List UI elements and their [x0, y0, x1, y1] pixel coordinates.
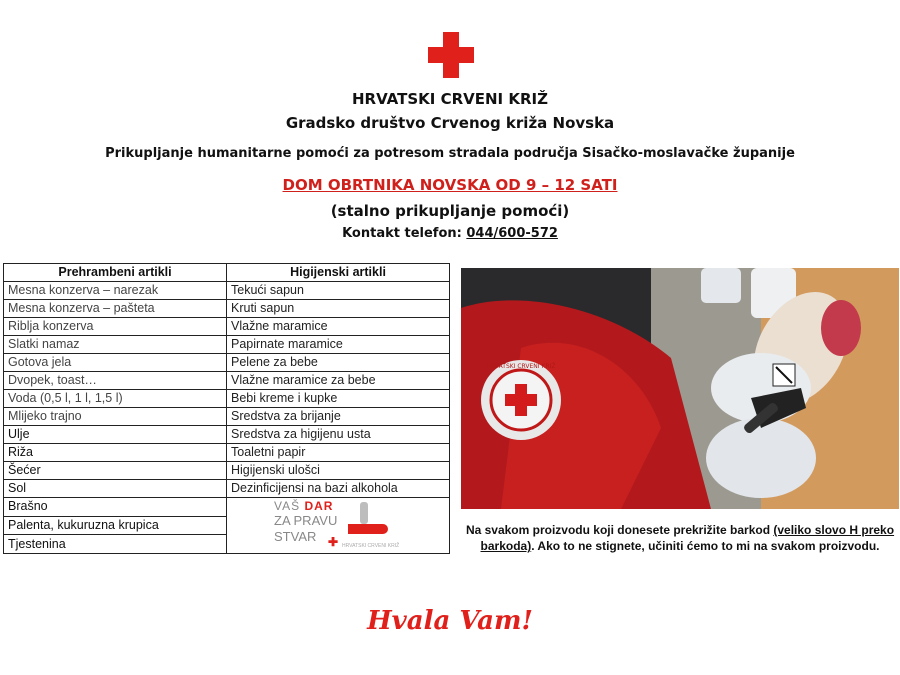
volunteer-photo — [461, 268, 899, 509]
food-item: Mesna konzerva – narezak — [4, 282, 227, 300]
hygiene-item: Sredstva za higijenu usta — [227, 426, 450, 444]
location-time: DOM OBRTNIKA NOVSKA OD 9 – 12 SATI — [282, 176, 618, 194]
food-item: Palenta, kukuruzna krupica — [4, 516, 227, 535]
food-item: Ulje — [4, 426, 227, 444]
contact-label: Kontakt telefon: — [342, 226, 462, 241]
hygiene-item: Sredstva za brijanje — [227, 408, 450, 426]
items-table — [3, 263, 450, 554]
food-item: Dvopek, toast… — [4, 372, 227, 390]
food-item: Mlijeko trajno — [4, 408, 227, 426]
hygiene-item: Dezinficijensi na bazi alkohola — [227, 480, 450, 498]
branch-name: Gradsko društvo Crvenog križa Novska — [285, 114, 615, 132]
food-item: Voda (0,5 l, 1 l, 1,5 l) — [4, 390, 227, 408]
hygiene-item: Papirnate maramice — [227, 336, 450, 354]
food-item: Riža — [4, 444, 227, 462]
hygiene-header: Higijenski artikli — [227, 264, 450, 282]
food-item: Mesna konzerva – pašteta — [4, 300, 227, 318]
purpose-text: Prikupljanje humanitarne pomoći za potresom stradala područja Sisačko-moslavačke županije — [105, 146, 795, 161]
hygiene-item: Higijenski ulošci — [227, 462, 450, 480]
plus-icon: ✚ — [328, 535, 339, 549]
hygiene-item: Vlažne maramice — [227, 318, 450, 336]
donation-logo — [227, 498, 450, 554]
organization-name: HRVATSKI CRVENI KRIŽ — [351, 90, 548, 108]
hygiene-item: Bebi kreme i kupke — [227, 390, 450, 408]
food-header: Prehrambeni artikli — [4, 264, 227, 282]
hygiene-item: Toaletni papir — [227, 444, 450, 462]
logo-line-2: ZA PRAVU — [274, 513, 338, 528]
logo-line-1: VAŠ DAR — [274, 499, 334, 513]
hygiene-item: Pelene za bebe — [227, 354, 450, 372]
thank-you: Hvala Vam! — [367, 606, 533, 636]
food-item: Gotova jela — [4, 354, 227, 372]
red-cross-logo-icon — [428, 32, 474, 78]
logo-line-3: STVAR — [274, 529, 317, 544]
hygiene-item: Tekući sapun — [227, 282, 450, 300]
photo-badge-text: HRVATSKI CRVENI KRIŽ — [486, 363, 556, 370]
barcode-instruction: Na svakom proizvodu koji donesete prekrižite barkod (veliko slovo H preko barkoda). Ako to ne stignete, učiniti ćemo to mi na svakom proizvodu. — [465, 523, 895, 553]
food-item: Šećer — [4, 462, 227, 480]
barcode-emphasis: (veliko slovo H preko barkoda) — [480, 523, 895, 553]
phone-number: 044/600-572 — [466, 226, 558, 241]
contact-line — [0, 226, 900, 241]
food-item: Tjestenina — [4, 535, 227, 554]
hand-icon — [348, 524, 388, 534]
hygiene-item: Kruti sapun — [227, 300, 450, 318]
logo-small-text: HRVATSKI CRVENI KRIŽ — [342, 543, 400, 549]
food-item: Slatki namaz — [4, 336, 227, 354]
person-icon — [360, 502, 368, 524]
food-item: Sol — [4, 480, 227, 498]
food-item: Riblja konzerva — [4, 318, 227, 336]
hygiene-item: Vlažne maramice za bebe — [227, 372, 450, 390]
collection-note: (stalno prikupljanje pomoći) — [330, 202, 570, 220]
food-item: Brašno — [4, 498, 227, 517]
